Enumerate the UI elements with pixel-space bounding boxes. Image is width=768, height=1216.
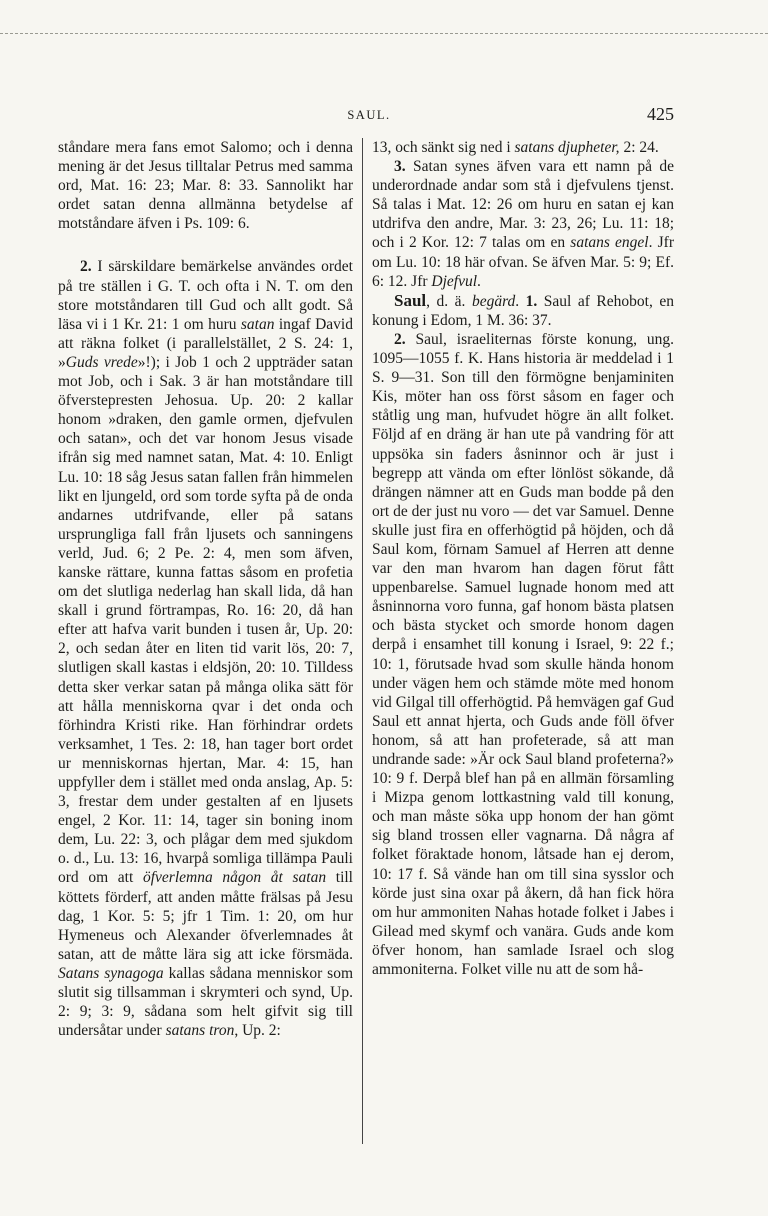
text-run: Satan synes äfven vara ett namn på de underordnade andar som stå i djefvulens tjenst. Så talas i Mat. 12: 26 om huru en satan ej kan utdrifva den andre, Mar. 3: 23, 26; Lu. 11: 18; och i 2 Kor. 12: 7 talas om en xyxy=(372,158,674,252)
italic-text: begärd xyxy=(471,292,516,310)
text-run: . Jfr om Lu. 10: 18 här ofvan. Se äfven Mar. 5: 9; Ef. 6: 12. Jfr xyxy=(372,234,675,290)
section-number: 3. xyxy=(394,158,406,176)
text-run: 2: 24. xyxy=(619,139,659,156)
top-dashed-rule xyxy=(0,33,768,34)
paragraph xyxy=(58,138,353,233)
page-header xyxy=(58,104,680,128)
text-run: 13, och sänkt sig ned i xyxy=(372,139,515,156)
text-run: I särskildare bemärkelse användes ordet på tre ställen i G. T. och ofta i N. T. om den store motståndaren till Gud och allt godt. Så läsa vi i 1 Kr. 21: 1 om huru xyxy=(58,258,353,333)
entry-saul xyxy=(372,291,674,330)
italic-text: Djefvul xyxy=(431,272,478,290)
right-column xyxy=(372,138,674,979)
column-divider xyxy=(362,138,363,1144)
section-number: 2. xyxy=(394,330,406,348)
text-run: . xyxy=(515,292,526,310)
running-head: SAUL. xyxy=(347,108,391,122)
paragraph xyxy=(58,257,353,1040)
section-number: 1. xyxy=(525,292,538,310)
text-run: till köttets förderf, att anden måtte frälsas på Jesu dag, 1 Kor. 5: 5; jfr 1 Tim. 1: 20, om hur Hymeneus och Alexander öfverlemnades åt satan, att de måtte lära sig att icke försmäda. xyxy=(58,869,353,963)
italic-text: satans tron xyxy=(165,1022,235,1040)
paragraph xyxy=(372,157,674,291)
headword: Saul xyxy=(394,290,427,310)
text-run: Saul, israeliternas förste konung, ung. 1095—1055 f. K. Hans historia är meddelad i 1 S. 9—31. Son till den förmögne benjaminiten Kis, möter han oss först såsom en fager och ståtlig ung man, hufvudet högre än allt folket. Följd af en dräng är han ute på vandring för att uppsöka sin faders åsninnor och är just i begrepp att vända om efter lönlöst sökande, då drängen nämner att en Guds man bodde på den ort de der just nu voro — det var Samuel. Denne skulle just fira en offerhögtid på höjden, och då Saul kom, förnam Samuel af Herren att denne var den man hvarom han dagen förut fått uppenbarelse. Samuel lugnade honom med att åsninnorna voro funna, gaf honom bästa platsen och bästa stycket och smorde honom dagen derpå i ensamhet till konung i Israel, 9: 22 f.; 10: 1, förutsade hvad som skulle hända honom under vägen hem och stämde möte med honom vid Gilgal till offerhögtid. På hemvägen gaf Gud Saul ett annat hjerta, och Guds ande föll öfver honom, så att han profeterade, så att man undrande sade: »Är ock Saul bland profeterna?» 10: 9 f. Derpå blef han på en allmän församling i Mizpa genom lottkastning vald till konung, och man måste söka upp honom der han gömt sig bland trossen eller vagnarna. Då några af folket föraktade honom, låtsade han ej derom, 10: 17 f. Så vände han om till sina sysslor och körde just sina oxar på åkern, då han fick höra om hur ammoniten Nahas hotade folket i Jabes i Gilead med skymf och vanära. Guds ande kom öfver honom, han samlade Israel och slog ammoniterna. Folket ville nu att de som hå- xyxy=(372,330,674,979)
text-run: ingaf David att räkna folket (i parallelstället, 2 S. 24: 1, » xyxy=(58,315,353,371)
text-run: , Up. 2: xyxy=(234,1022,281,1040)
text-run: , d. ä. xyxy=(426,292,472,310)
italic-text: Guds vrede xyxy=(65,353,138,371)
paragraph xyxy=(372,138,674,157)
text-run: Saul af Rehobot, en konung i Edom, 1 M. 36: 37. xyxy=(372,292,674,329)
section-number: 2. xyxy=(80,258,92,276)
italic-text: satans engel xyxy=(570,234,649,252)
italic-text: Satans synagoga xyxy=(58,964,164,982)
text-run: »!); i Job 1 och 2 uppträder satan mot Job, och i Sak. 3 är han motståndare till öfverstepresten Jehosua. Up. 20: 2 kallar honom »draken, den gamle ormen, djefvulen och satan», och det var honom Jesus visade ifrån sig med namnet satan, Mat. 4: 10. Enligt Lu. 10: 18 såg Jesus satan fallen från himmelen likt en ljungeld, ord som torde syfta på de onda andarnes utdrifvande, eller på satans ursprungliga fall från ljusets och sanningens verld, Jud. 6; 2 Pe. 2: 4, men som äfven, kanske rättare, kunna fattas såsom en profetia om det slutliga nederlag han skall lida, då han skall i grund förtrampas, Ro. 16: 20, då han efter att hafva varit bunden i tusen år, Up. 20: 2, och sedan åter en liten tid varit lös, 20: 7, slutligen skall kastas i eldsjön, 20: 10. Tilldess detta sker verkar satan på många olika sätt för att hålla menniskorna qvar i det onda och förhindra Kristi rike. Han förhindrar ordets verksamhet, 1 Tes. 2: 18, han tager bort ordet ur menniskornas hjertan, Mar. 4: 15, han uppfyller dem i stället med onda anslag, Ap. 5: 3, frestar dem under gestalten af en ljusets engel, 2 Kor. 11: 14, tager sin boning inom dem, Lu. 22: 3, och plågar dem med sjukdom o. d., Lu. 13: 16, hvarpå somliga tillämpa Pauli ord om att xyxy=(58,353,353,887)
italic-text: satan xyxy=(240,315,275,333)
page-number: 425 xyxy=(647,104,674,124)
text-run: . xyxy=(477,272,481,290)
paragraph xyxy=(372,330,674,979)
italic-text: satans djupheter, xyxy=(514,139,620,156)
italic-text: öfverlemna någon åt satan xyxy=(142,869,327,887)
text-run: ståndare mera fans emot Salomo; och i denna mening är det Jesus tilltalar Petrus med samma ord, Mat. 16: 23; Mar. 8: 33. Sannolikt har ordet satan denna allmänna betydelse af motståndare äfven i Ps. 109: 6. xyxy=(58,139,353,233)
left-column xyxy=(58,138,353,1040)
text-run: kallas sådana menniskor som slutit sig tillsamman i skrymteri och synd, Up. 2: 9; 3: 9, sådana som helt gifvit sig till undersåtar under xyxy=(58,964,353,1040)
